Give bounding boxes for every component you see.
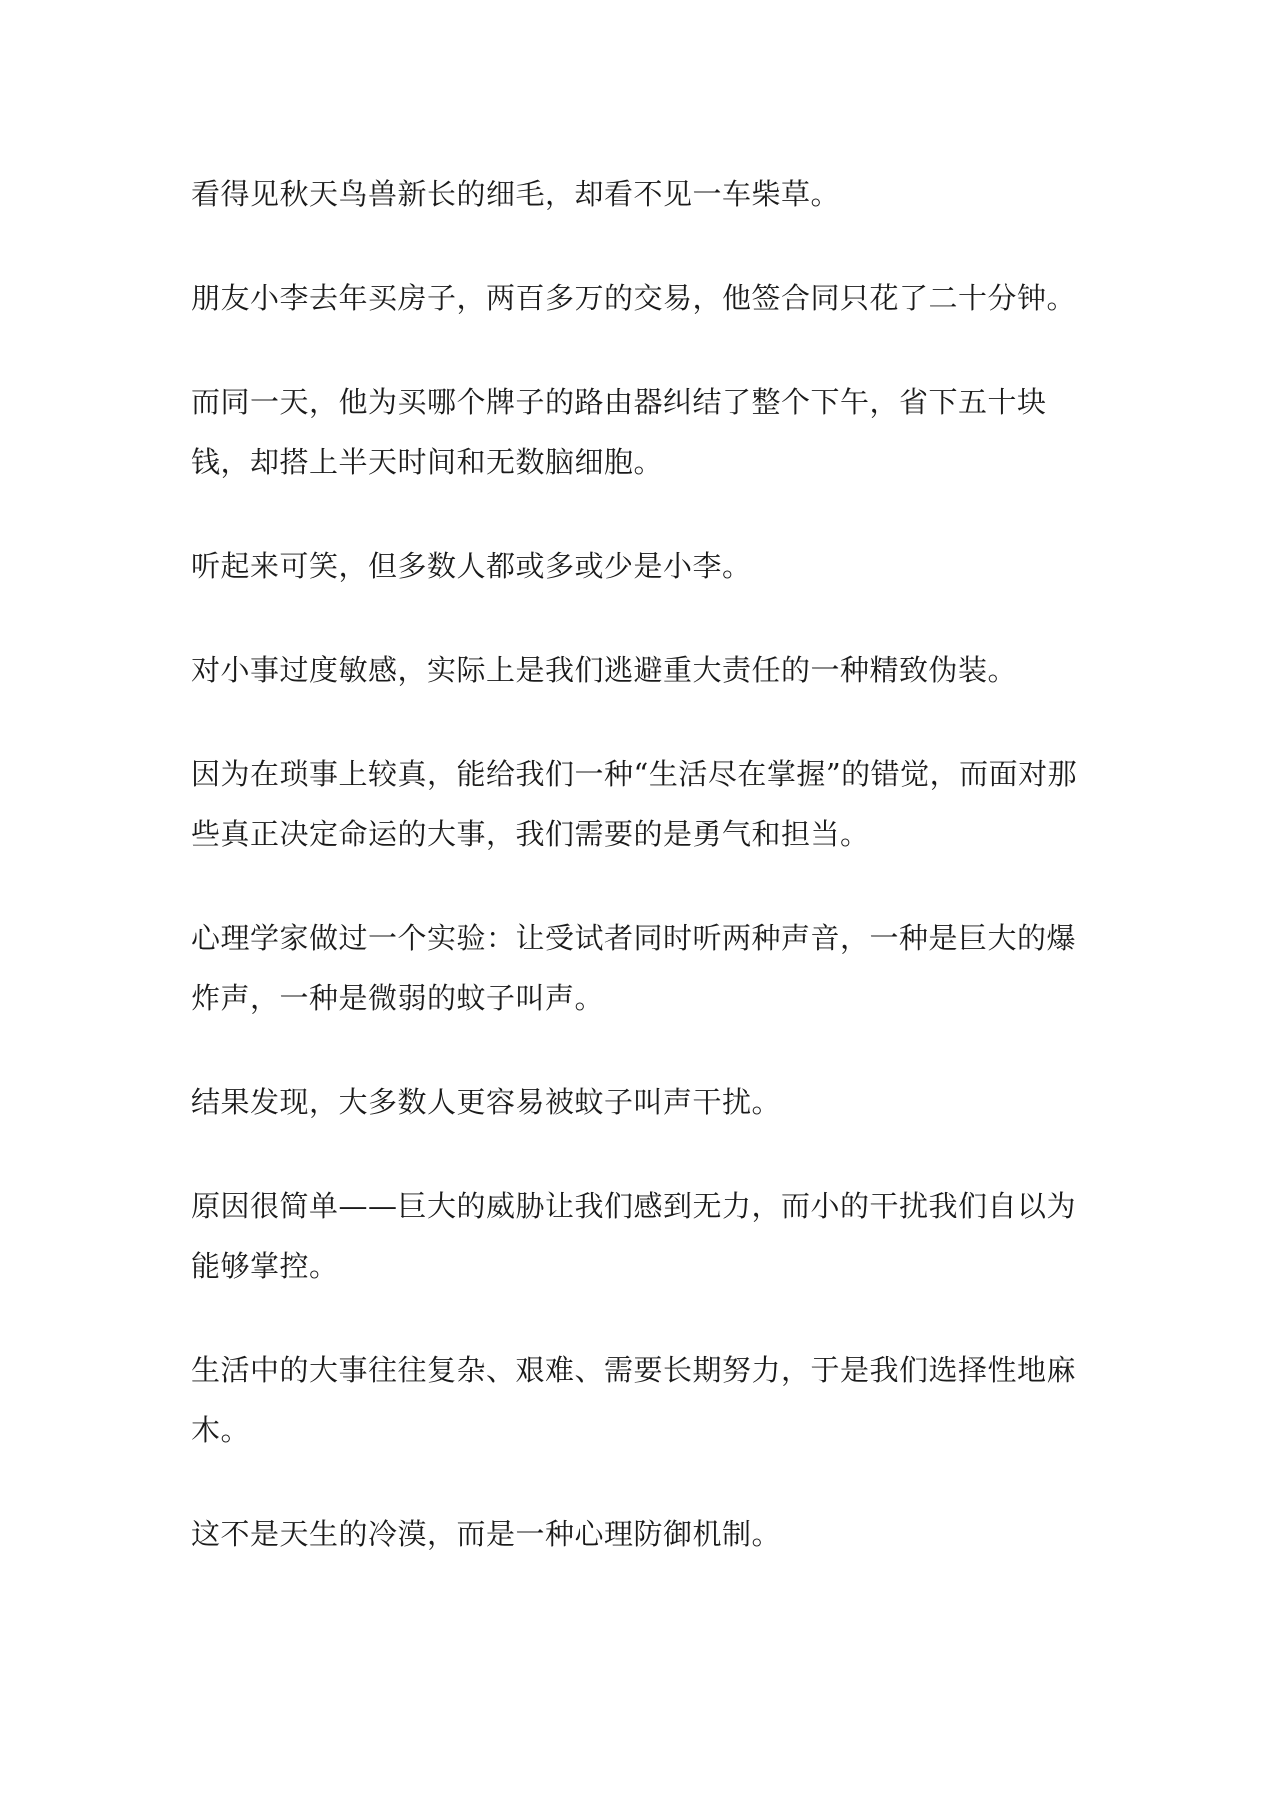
paragraph: 生活中的大事往往复杂、艰难、需要长期努力，于是我们选择性地麻木。 xyxy=(191,1353,1077,1447)
paragraph: 原因很简单——巨大的威胁让我们感到无力，而小的干扰我们自以为能够掌控。 xyxy=(191,1189,1077,1283)
paragraph: 看得见秋天鸟兽新长的细毛，却看不见一车柴草。 xyxy=(191,177,841,211)
paragraph: 听起来可笑，但多数人都或多或少是小李。 xyxy=(191,549,752,583)
paragraph: 这不是天生的冷漠，而是一种心理防御机制。 xyxy=(191,1517,782,1551)
paragraph: 而同一天，他为买哪个牌子的路由器纠结了整个下午，省下五十块钱，却搭上半天时间和无数脑细胞。 xyxy=(191,385,1047,479)
paragraph: 结果发现，大多数人更容易被蚊子叫声干扰。 xyxy=(191,1085,782,1119)
paragraph: 对小事过度敏感，实际上是我们逃避重大责任的一种精致伪装。 xyxy=(191,653,1018,687)
article-body xyxy=(191,164,1091,1608)
paragraph: 朋友小李去年买房子，两百多万的交易，他签合同只花了二十分钟。 xyxy=(191,281,1077,315)
paragraph: 因为在琐事上较真，能给我们一种“生活尽在掌握”的错觉，而面对那些真正决定命运的大事，我们需要的是勇气和担当。 xyxy=(191,757,1078,851)
paragraph: 心理学家做过一个实验：让受试者同时听两种声音，一种是巨大的爆炸声，一种是微弱的蚊子叫声。 xyxy=(191,921,1077,1015)
